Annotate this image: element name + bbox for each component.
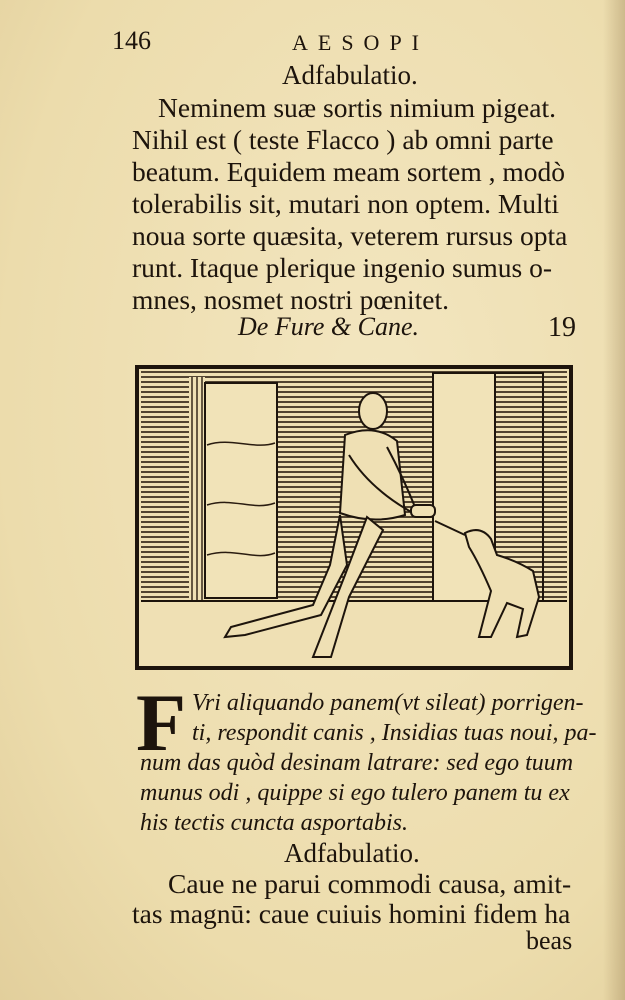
page-gutter-shadow — [603, 0, 625, 1000]
text-line: munus odi , quippe si ego tulero panem tu ex — [140, 780, 570, 806]
text-line: Caue ne parui commodi causa, amit- — [168, 868, 572, 899]
text-line: beatum. Equidem meam sortem , modò — [132, 156, 566, 187]
text-line: tolerabilis sit, mutari non optem. Multi — [132, 188, 559, 219]
woodcut-illustration — [135, 365, 573, 670]
fable-number: 19 — [548, 312, 576, 343]
text-line: num das quòd desinam latrare: sed ego tuum — [140, 750, 574, 776]
text-line: Neminem suæ sortis nimium pigeat. — [158, 92, 556, 123]
catchword: beas — [526, 926, 573, 955]
drop-cap: F — [136, 677, 187, 768]
moral-heading-1: Adfabulatio. — [282, 60, 418, 90]
text-line: runt. Itaque plerique ingenio sumus o- — [132, 252, 553, 283]
text-line: his tectis cuncta asportabis. — [140, 810, 408, 836]
text-line: noua sorte quæsita, veterem rursus opta — [132, 220, 568, 251]
text-line: tas magnū: caue cuiuis homini fidem ha — [132, 898, 571, 929]
text-line: Vri aliquando panem(vt sileat) porrigen- — [192, 690, 584, 716]
fable-title: De Fure & Cane. — [238, 312, 419, 341]
text-line: mnes, nosmet nostri pœnitet. — [132, 284, 449, 315]
moral-heading-2: Adfabulatio. — [284, 838, 420, 868]
page-number: 146 — [112, 26, 151, 55]
text-line: ti, respondit canis , Insidias tuas noui, pa- — [192, 720, 597, 746]
text-line: Nihil est ( teste Flacco ) ab omni parte — [132, 124, 554, 155]
running-head: AESOPI — [292, 30, 430, 55]
page-header — [112, 24, 482, 60]
